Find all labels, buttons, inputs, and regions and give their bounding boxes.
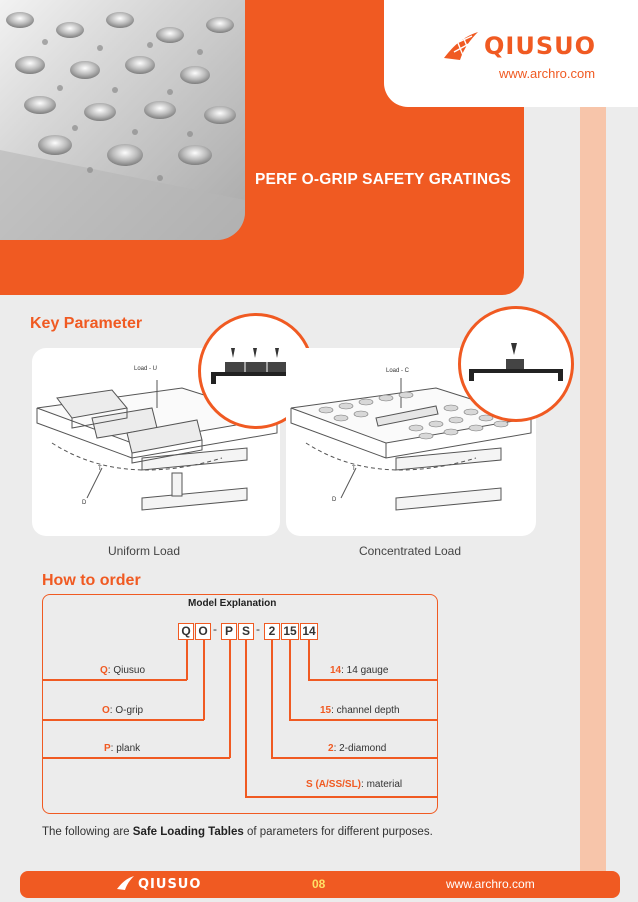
connector-line <box>43 757 230 759</box>
code-p: P <box>221 623 237 640</box>
model-explanation-title: Model Explanation <box>188 598 277 609</box>
qiusuo-logo-icon <box>442 28 482 64</box>
page-title: PERF O-GRIP SAFETY GRATINGS <box>255 171 512 188</box>
connector-line <box>245 640 247 797</box>
connector-line <box>271 640 273 758</box>
uniform-load-caption: Uniform Load <box>107 544 181 558</box>
load-c-label: Load - C <box>386 368 410 374</box>
connector-line <box>229 640 231 758</box>
code-15: 15 <box>281 623 299 640</box>
decorative-strip <box>580 107 606 872</box>
load-u-label: Load - U <box>134 366 158 372</box>
label-2: 2: 2-diamond <box>328 743 387 754</box>
connector-line <box>289 719 437 721</box>
code-2: 2 <box>264 623 280 640</box>
label-14: 14: 14 gauge <box>330 665 389 676</box>
label-s: S (A/SS/SL): material <box>306 779 403 790</box>
connector-line <box>308 679 437 681</box>
concentrated-load-caption: Concentrated Load <box>358 544 462 558</box>
connector-line <box>203 640 205 720</box>
connector-line <box>245 796 437 798</box>
t-label: T <box>98 466 102 472</box>
concentrated-load-detail <box>458 306 574 422</box>
code-dash: - <box>256 622 260 636</box>
d-label: D <box>332 497 337 503</box>
code-dash: - <box>213 622 217 636</box>
brand-url[interactable]: www.archro.com <box>499 66 596 81</box>
connector-line <box>43 719 204 721</box>
logo-card <box>384 0 638 107</box>
connector-line <box>308 640 310 680</box>
qiusuo-logo-icon <box>116 874 136 892</box>
label-o: O: O-grip <box>102 705 144 716</box>
connector-line <box>186 640 188 680</box>
label-p: P: plank <box>104 743 141 754</box>
product-photo <box>0 0 245 240</box>
brand-name: QIUSUO <box>484 32 596 60</box>
key-parameter-heading: Key Parameter <box>30 315 143 332</box>
code-q: Q <box>178 623 194 640</box>
code-s: S <box>238 623 254 640</box>
footer-url[interactable]: www.archro.com <box>446 877 535 891</box>
connector-line <box>289 640 291 720</box>
label-15: 15: channel depth <box>320 705 400 716</box>
safe-loading-note: The following are Safe Loading Tables of parameters for different purposes. <box>42 826 433 838</box>
footer-brand: QIUSUO <box>138 877 202 892</box>
connector-line <box>43 679 187 681</box>
code-o: O <box>195 623 211 640</box>
t-label: T <box>352 466 356 472</box>
how-to-order-heading: How to order <box>42 572 141 589</box>
d-label: D <box>82 500 87 506</box>
connector-line <box>271 757 437 759</box>
label-q: Q: Qiusuo <box>100 665 146 676</box>
code-14: 14 <box>300 623 318 640</box>
page-number: 08 <box>312 877 326 891</box>
